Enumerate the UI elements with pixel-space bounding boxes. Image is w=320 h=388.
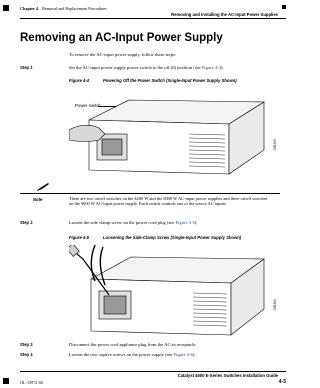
figure-caption-text: Loosening the Side-Clamp Screw (Single-Input Power Supply Shown) [103, 235, 242, 240]
figure-link[interactable]: Figure 4-6 [173, 352, 193, 357]
doc-id: OL-13972-02 [20, 380, 44, 385]
power-supply-illustration-2 [69, 245, 269, 337]
figure-caption [69, 78, 289, 84]
step-label: Step 4 [20, 352, 33, 357]
step-text: Disconnect the power cord appliance plug from the AC-in receptacle. [69, 342, 197, 347]
step-1 [0, 65, 300, 71]
chapter-header [20, 6, 107, 11]
guide-title: Catalyst 4500 E-Series Switches Installation Guide [177, 373, 278, 378]
step-text: Set the AC-input power supply power switch to the off (0) position (see Figure 4-4). [69, 65, 224, 70]
footer-rule [20, 371, 286, 372]
figure-link[interactable]: Figure 4-4 [201, 65, 221, 70]
chapter-number: Chapter 4 [20, 6, 38, 11]
note-rule [20, 193, 280, 194]
figure-number: Figure 4-4 [69, 78, 90, 83]
header-marker-right [282, 5, 286, 9]
step-3 [0, 342, 300, 348]
figure-caption [69, 235, 289, 241]
note-text: There are two on/off switches on the 4200 W and the 6000 W AC-input power supplies and three on/off switches on the 9000 W AC-input power supply. Each switch controls one of the source AC inputs. [69, 196, 268, 207]
intro-text: To remove the AC-input power supply, follow these steps: [69, 52, 176, 57]
step-label: Step 3 [20, 342, 33, 347]
figure-number: Figure 4-5 [69, 235, 90, 240]
callout-label: Power switch [75, 103, 101, 108]
page-number: 4-5 [278, 379, 286, 385]
figure-link[interactable]: Figure 4-5 [175, 220, 195, 225]
step-text: Loosen the two captive screws on the power supply (see Figure 4-6). [69, 352, 196, 357]
figure-caption-text: Powering Off the Power Switch (Single-Input Power Supply Shown) [103, 78, 237, 83]
section-header: Removing and Installing the AC-Input Power Supplies [171, 12, 278, 17]
page-title: Removing an AC-Input Power Supply [20, 32, 223, 44]
callout-line [98, 106, 116, 107]
figure-id: 190453 [273, 139, 277, 150]
note-pencil-icon [36, 182, 50, 192]
footer-marker [3, 378, 9, 384]
header-rule [20, 18, 286, 19]
note-label: Note [33, 197, 43, 202]
step-label: Step 2 [20, 220, 33, 225]
step-2 [0, 220, 300, 226]
step-label: Step 1 [20, 65, 33, 70]
header-marker [3, 5, 9, 11]
figure-id: 190454 [273, 299, 277, 310]
step-text: Loosen the side clamp screw on the power cord plug (see Figure 4-5). [69, 220, 198, 225]
step-4 [0, 352, 300, 358]
chapter-title: Removal and Replacement Procedures [42, 6, 107, 11]
